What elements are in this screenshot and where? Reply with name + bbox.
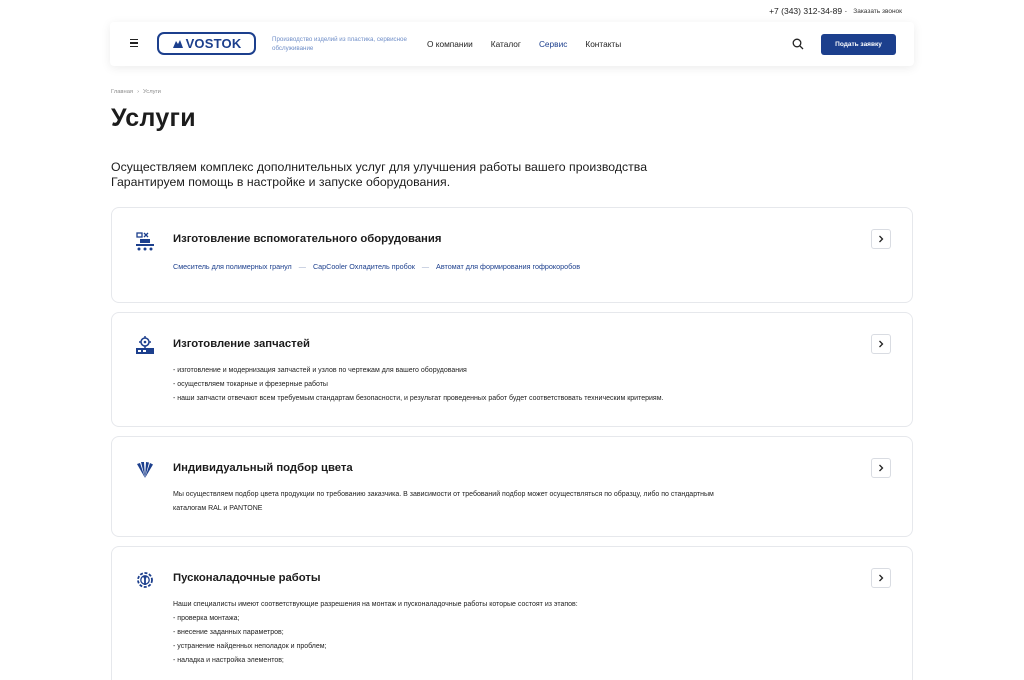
card-title: Индивидуальный подбор цвета — [173, 462, 353, 474]
tagline: Производство изделий из пластика, сервисное обслуживание — [272, 36, 407, 52]
breadcrumb-home[interactable]: Главная — [111, 89, 134, 95]
page-title: Услуги — [111, 104, 196, 132]
logo-mark-icon — [172, 39, 184, 49]
conveyor-icon — [134, 230, 156, 252]
card-title: Изготовление запчастей — [173, 338, 310, 350]
card-line: - внесение заданных параметров; — [173, 629, 284, 636]
chevron-right-icon — [878, 235, 884, 243]
card-line: - осуществляем токарные и фрезерные работы — [173, 381, 328, 388]
nav-contacts[interactable]: Контакты — [585, 39, 622, 49]
intro-line-2: Гарантируем помощь в настройке и запуске оборудования. — [111, 175, 451, 189]
card-line: - изготовление и модернизация запчастей и узлов по чертежам для вашего оборудования — [173, 367, 467, 374]
card-line: - устранение найденных неполадок и проблем; — [173, 643, 327, 650]
link-box-machine[interactable]: Автомат для формирования гофрокоробов — [436, 262, 581, 271]
card-arrow-button[interactable] — [871, 229, 891, 249]
service-card-equipment[interactable] — [111, 207, 913, 303]
service-card-commissioning[interactable] — [111, 546, 913, 680]
machine-gear-icon — [134, 335, 156, 357]
callback-link[interactable]: Заказать звонок — [853, 7, 902, 15]
breadcrumb-current: Услуги — [143, 89, 161, 95]
gear-wrench-icon — [134, 569, 156, 591]
link-separator: — — [298, 262, 306, 271]
card-line: Мы осуществляем подбор цвета продукции по требованию заказчика. В зависимости от требований подбор может осуществляться по образцу, либо по стандартным — [173, 491, 714, 498]
intro-line-1: Осуществляем комплекс дополнительных услуг для улучшения работы вашего производства — [111, 160, 648, 174]
card-line: - наши запчасти отвечают всем требуемым стандартам безопасности, и результат проведенных работ будет соответствовать техническим критериям. — [173, 395, 664, 402]
logo-text: VOSTOK — [185, 36, 242, 51]
card-title: Пусконаладочные работы — [173, 572, 321, 584]
card-line: каталогам RAL и PANTONE — [173, 505, 263, 512]
card-title: Изготовление вспомогательного оборудования — [173, 233, 442, 245]
card-line: - наладка и настройка элементов; — [173, 657, 284, 664]
service-card-parts[interactable] — [111, 312, 913, 427]
logo[interactable] — [157, 32, 256, 55]
phone-number[interactable]: +7 (343) 312-34-89 · — [769, 6, 848, 16]
card-arrow-button[interactable] — [871, 568, 891, 588]
color-palette-icon — [134, 459, 156, 481]
chevron-right-icon — [878, 574, 884, 582]
intro-text — [111, 160, 647, 190]
nav-catalog[interactable]: Каталог — [490, 39, 521, 49]
card-links — [173, 260, 883, 274]
card-description — [173, 598, 883, 668]
main-nav — [427, 39, 621, 49]
chevron-right-icon — [878, 464, 884, 472]
card-description — [173, 488, 883, 516]
topbar — [769, 6, 902, 16]
card-line: - проверка монтажа; — [173, 615, 240, 622]
breadcrumb — [111, 89, 161, 95]
site-header — [110, 22, 914, 66]
card-description — [173, 364, 883, 406]
service-card-color[interactable] — [111, 436, 913, 537]
card-arrow-button[interactable] — [871, 458, 891, 478]
breadcrumb-separator: › — [137, 89, 140, 95]
card-line: Наши специалисты имеют соответствующие разрешения на монтаж и пусконаладочные работы которые состоят из этапов: — [173, 601, 578, 608]
link-capcooler[interactable]: CapCooler Охладитель пробок — [312, 262, 415, 271]
chevron-right-icon — [878, 340, 884, 348]
submit-request-button[interactable]: Подать заявку — [821, 34, 896, 55]
link-separator: — — [421, 262, 430, 271]
nav-service[interactable]: Сервис — [538, 39, 568, 49]
card-arrow-button[interactable] — [871, 334, 891, 354]
search-icon[interactable] — [792, 38, 804, 50]
link-granule-mixer[interactable]: Смеситель для полимерных гранул — [173, 262, 292, 271]
menu-icon[interactable] — [130, 39, 138, 47]
nav-about[interactable]: О компании — [427, 39, 473, 49]
